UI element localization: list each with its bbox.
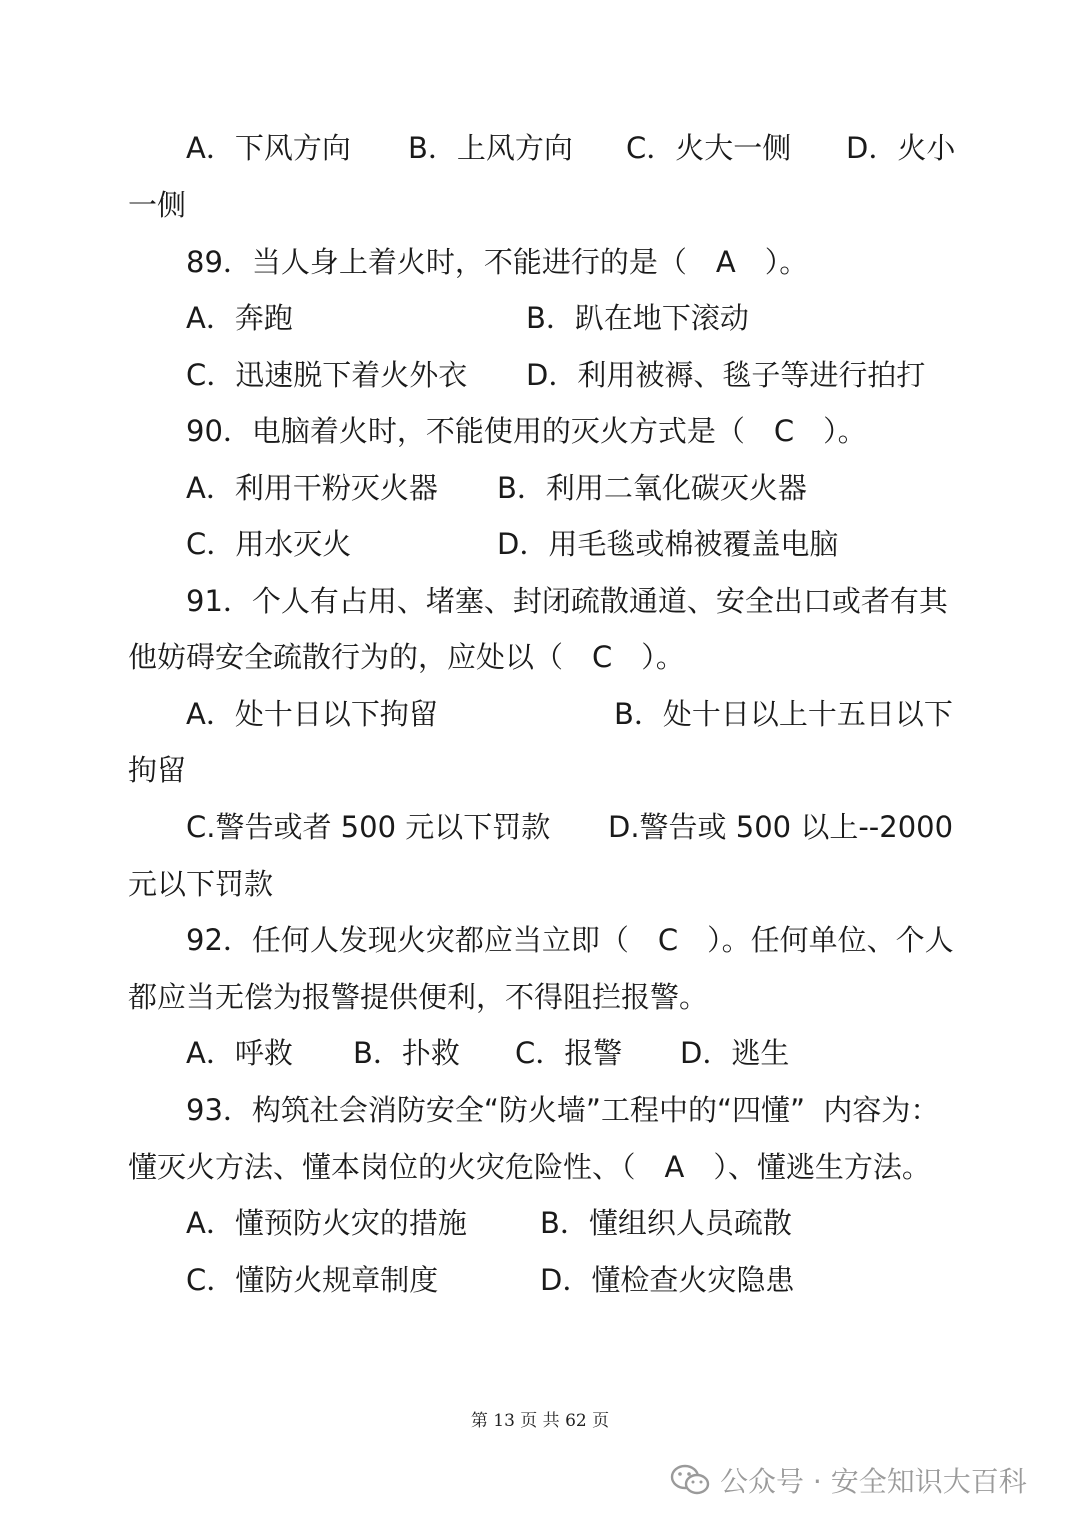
option-text: C．火大一侧 (626, 131, 792, 165)
line-text: 91．个人有占用、堵塞、封闭疏散通道、安全出口或者有其 (186, 584, 948, 618)
line-text: 90．电脑着火时，不能使用的灭火方式是（ C ）。 (186, 414, 867, 448)
text-line (0, 750, 1080, 790)
text-line (0, 242, 1080, 282)
line-text: 元以下罚款 (128, 867, 274, 901)
watermark (670, 1460, 1027, 1500)
option-text: B．扑救 (353, 1036, 460, 1070)
wechat-icon (670, 1464, 710, 1496)
text-line (0, 411, 1080, 451)
text-line (0, 694, 1080, 734)
text-line (0, 1260, 1080, 1300)
option-text: A．奔跑 (186, 301, 293, 335)
line-text: 92．任何人发现火灾都应当立即（ C ）。任何单位、个人 (186, 923, 954, 957)
option-text: A．呼救 (186, 1036, 293, 1070)
option-text: B．处十日以上十五日以下 (614, 697, 953, 731)
option-text: A．利用干粉灭火器 (186, 471, 438, 505)
text-line (0, 637, 1080, 677)
page-number: 第 13 页 共 62 页 (470, 1411, 610, 1431)
text-line (0, 864, 1080, 904)
text-line (0, 977, 1080, 1017)
option-text: A．懂预防火灾的措施 (186, 1206, 467, 1240)
text-line (0, 524, 1080, 564)
option-text: D．逃生 (680, 1036, 790, 1070)
text-line (0, 185, 1080, 225)
option-text: D．用毛毯或棉被覆盖电脑 (497, 527, 839, 561)
line-text: 89．当人身上着火时，不能进行的是（ A ）。 (186, 245, 809, 279)
option-text: A．处十日以下拘留 (186, 697, 438, 731)
option-text: C．懂防火规章制度 (186, 1263, 439, 1297)
option-text: D．懂检查火灾隐患 (540, 1263, 795, 1297)
text-line (0, 807, 1080, 847)
option-text: B．趴在地下滚动 (526, 301, 749, 335)
option-text: D．火小 (846, 131, 956, 165)
line-text: 他妨碍安全疏散行为的，应处以（ C ）。 (128, 640, 685, 674)
option-text: D.警告或 500 以上--2000 (608, 810, 954, 844)
text-line (0, 355, 1080, 395)
text-line (0, 920, 1080, 960)
option-text: C.警告或者 500 元以下罚款 (186, 810, 551, 844)
line-text: 一侧 (128, 188, 187, 222)
option-text: C．报警 (515, 1036, 623, 1070)
line-text: 都应当无偿为报警提供便利，不得阻拦报警。 (128, 980, 709, 1014)
text-line (0, 298, 1080, 338)
line-text: 懂灭火方法、懂本岗位的火灾危险性、（ A ）、懂逃生方法。 (128, 1150, 931, 1184)
option-text: C．用水灭火 (186, 527, 352, 561)
text-line (0, 468, 1080, 508)
text-line (0, 1147, 1080, 1187)
line-text: 拘留 (128, 753, 187, 787)
text-line (0, 1203, 1080, 1243)
option-text: C．迅速脱下着火外衣 (186, 358, 468, 392)
watermark-text: 公众号 · 安全知识大百科 (720, 1465, 1027, 1498)
text-line (0, 1090, 1080, 1130)
option-text: A．下风方向 (186, 131, 351, 165)
line-text: 93．构筑社会消防安全“防火墙”工程中的“四懂” 内容为： (186, 1093, 940, 1127)
option-text: D．利用被褥、毯子等进行拍打 (526, 358, 926, 392)
text-line (0, 581, 1080, 621)
option-text: B．利用二氧化碳灭火器 (497, 471, 807, 505)
text-line (0, 1033, 1080, 1073)
option-text: B．上风方向 (408, 131, 573, 165)
text-line (0, 128, 1080, 168)
option-text: B．懂组织人员疏散 (540, 1206, 792, 1240)
